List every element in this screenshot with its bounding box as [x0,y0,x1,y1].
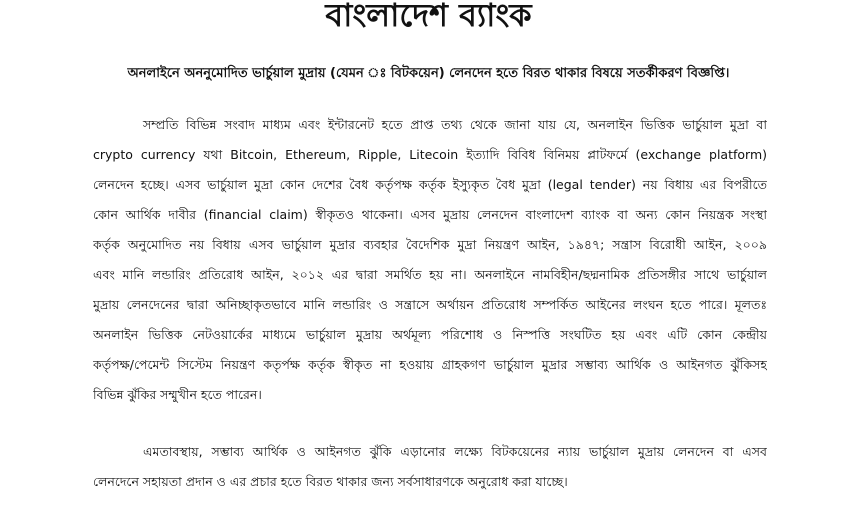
text-line: কোন আর্থিক দাবীর (financial claim) স্বীকৃতও থাকেনা। এসব মুদ্রায় লেনদেন বাংলাদেশ ব্যাংক বা অন্য কোন নিয়ন্ত্রক সংস্থা [93,207,767,222]
page-title: বাংলাদেশ ব্যাংক [325,0,532,34]
text-line: crypto currency যথা Bitcoin, Ethereum, Ripple, Litecoin ইত্যাদি বিবিধ বিনিময় প্লাটফর্মে (exchange platform) [93,147,767,162]
notice-subject: অনলাইনে অননুমোদিত ভার্চুয়াল মুদ্রায় (যেমন ঃ বিটকয়েন) লেনদেন হতে বিরত থাকার বিষয়ে সতর্কীকরণ বিজ্ঞপ্তি। [127,66,730,81]
text-line: এবং মানি লন্ডারিং প্রতিরোধ আইন, ২০১২ এর দ্বারা সমর্থিত হয় না। অনলাইনে নামবিহীন/ছদ্মনামিক প্রতিসঙ্গীর সাথে ভার্চুয়াল [93,267,767,282]
text-line: বিভিন্ন ঝুঁকির সম্মুখীন হতে পারেন। [93,387,262,402]
text-line: কর্তৃপক্ষ/পেমেন্ট সিস্টেম নিয়ন্ত্রণ কতৃর্পক্ষ কর্তৃক স্বীকৃত না হওয়ায় গ্রাহকগণ ভার্চুয়াল মুদ্রার সম্ভাব্য আর্থিক ও আইনগত ঝুঁকিসহ [93,357,767,372]
notice-paragraph-1 [93,110,767,410]
text-line: সম্প্রতি বিভিন্ন সংবাদ মাধ্যম এবং ইন্টারনেট হতে প্রাপ্ত তথ্য থেকে জানা যায় যে, অনলাইন ভিত্তিক ভার্চুয়াল মুদ্রা বা [143,117,767,132]
text-line: কর্তৃক অনুমোদিত নয় বিধায় এসব ভার্চুয়াল মুদ্রার ব্যবহার বৈদেশিক মুদ্রা নিয়ন্ত্রণ আইন, ১৯৪৭; সন্ত্রাস বিরোধী আইন, ২০০৯ [93,237,767,252]
text-line: অনলাইন ভিত্তিক নেটওয়ার্কের মাধ্যমে ভার্চুয়াল মুদ্রায় অর্থমূল্য পরিশোধ ও নিস্পত্তি সংঘটিত হয় এবং এটি কোন কেন্দ্রীয় [93,327,767,342]
text-line: লেনদেনে সহায়তা প্রদান ও এর প্রচার হতে বিরত থাকার জন্য সর্বসাধারণকে অনুরোধ করা যাচ্ছে। [93,474,568,489]
text-line: এমতাবস্থায়, সম্ভাব্য আর্থিক ও আইনগত ঝুঁকি এড়ানোর লক্ষ্যে বিটকয়েনের ন্যায় ভার্চুয়াল মুদ্রায় লেনদেন বা এসব [143,444,767,459]
text-line: লেনদেন হচ্ছে। এসব ভার্চুয়াল মুদ্রা কোন দেশের বৈধ কর্তৃপক্ষ কর্তৃক ইস্যুকৃত বৈধ মুদ্রা (legal tender) নয় বিধায় এর বিপরীতে [93,177,767,192]
notice-paragraph-2 [93,437,767,497]
text-line: মুদ্রায় লেনদেনের দ্বারা অনিচ্ছাকৃতভাবে মানি লন্ডারিং ও সন্ত্রাসে অর্থায়ন প্রতিরোধ সম্পর্কিত আইনের লংঘন হতে পারে। মূলতঃ [93,297,767,312]
